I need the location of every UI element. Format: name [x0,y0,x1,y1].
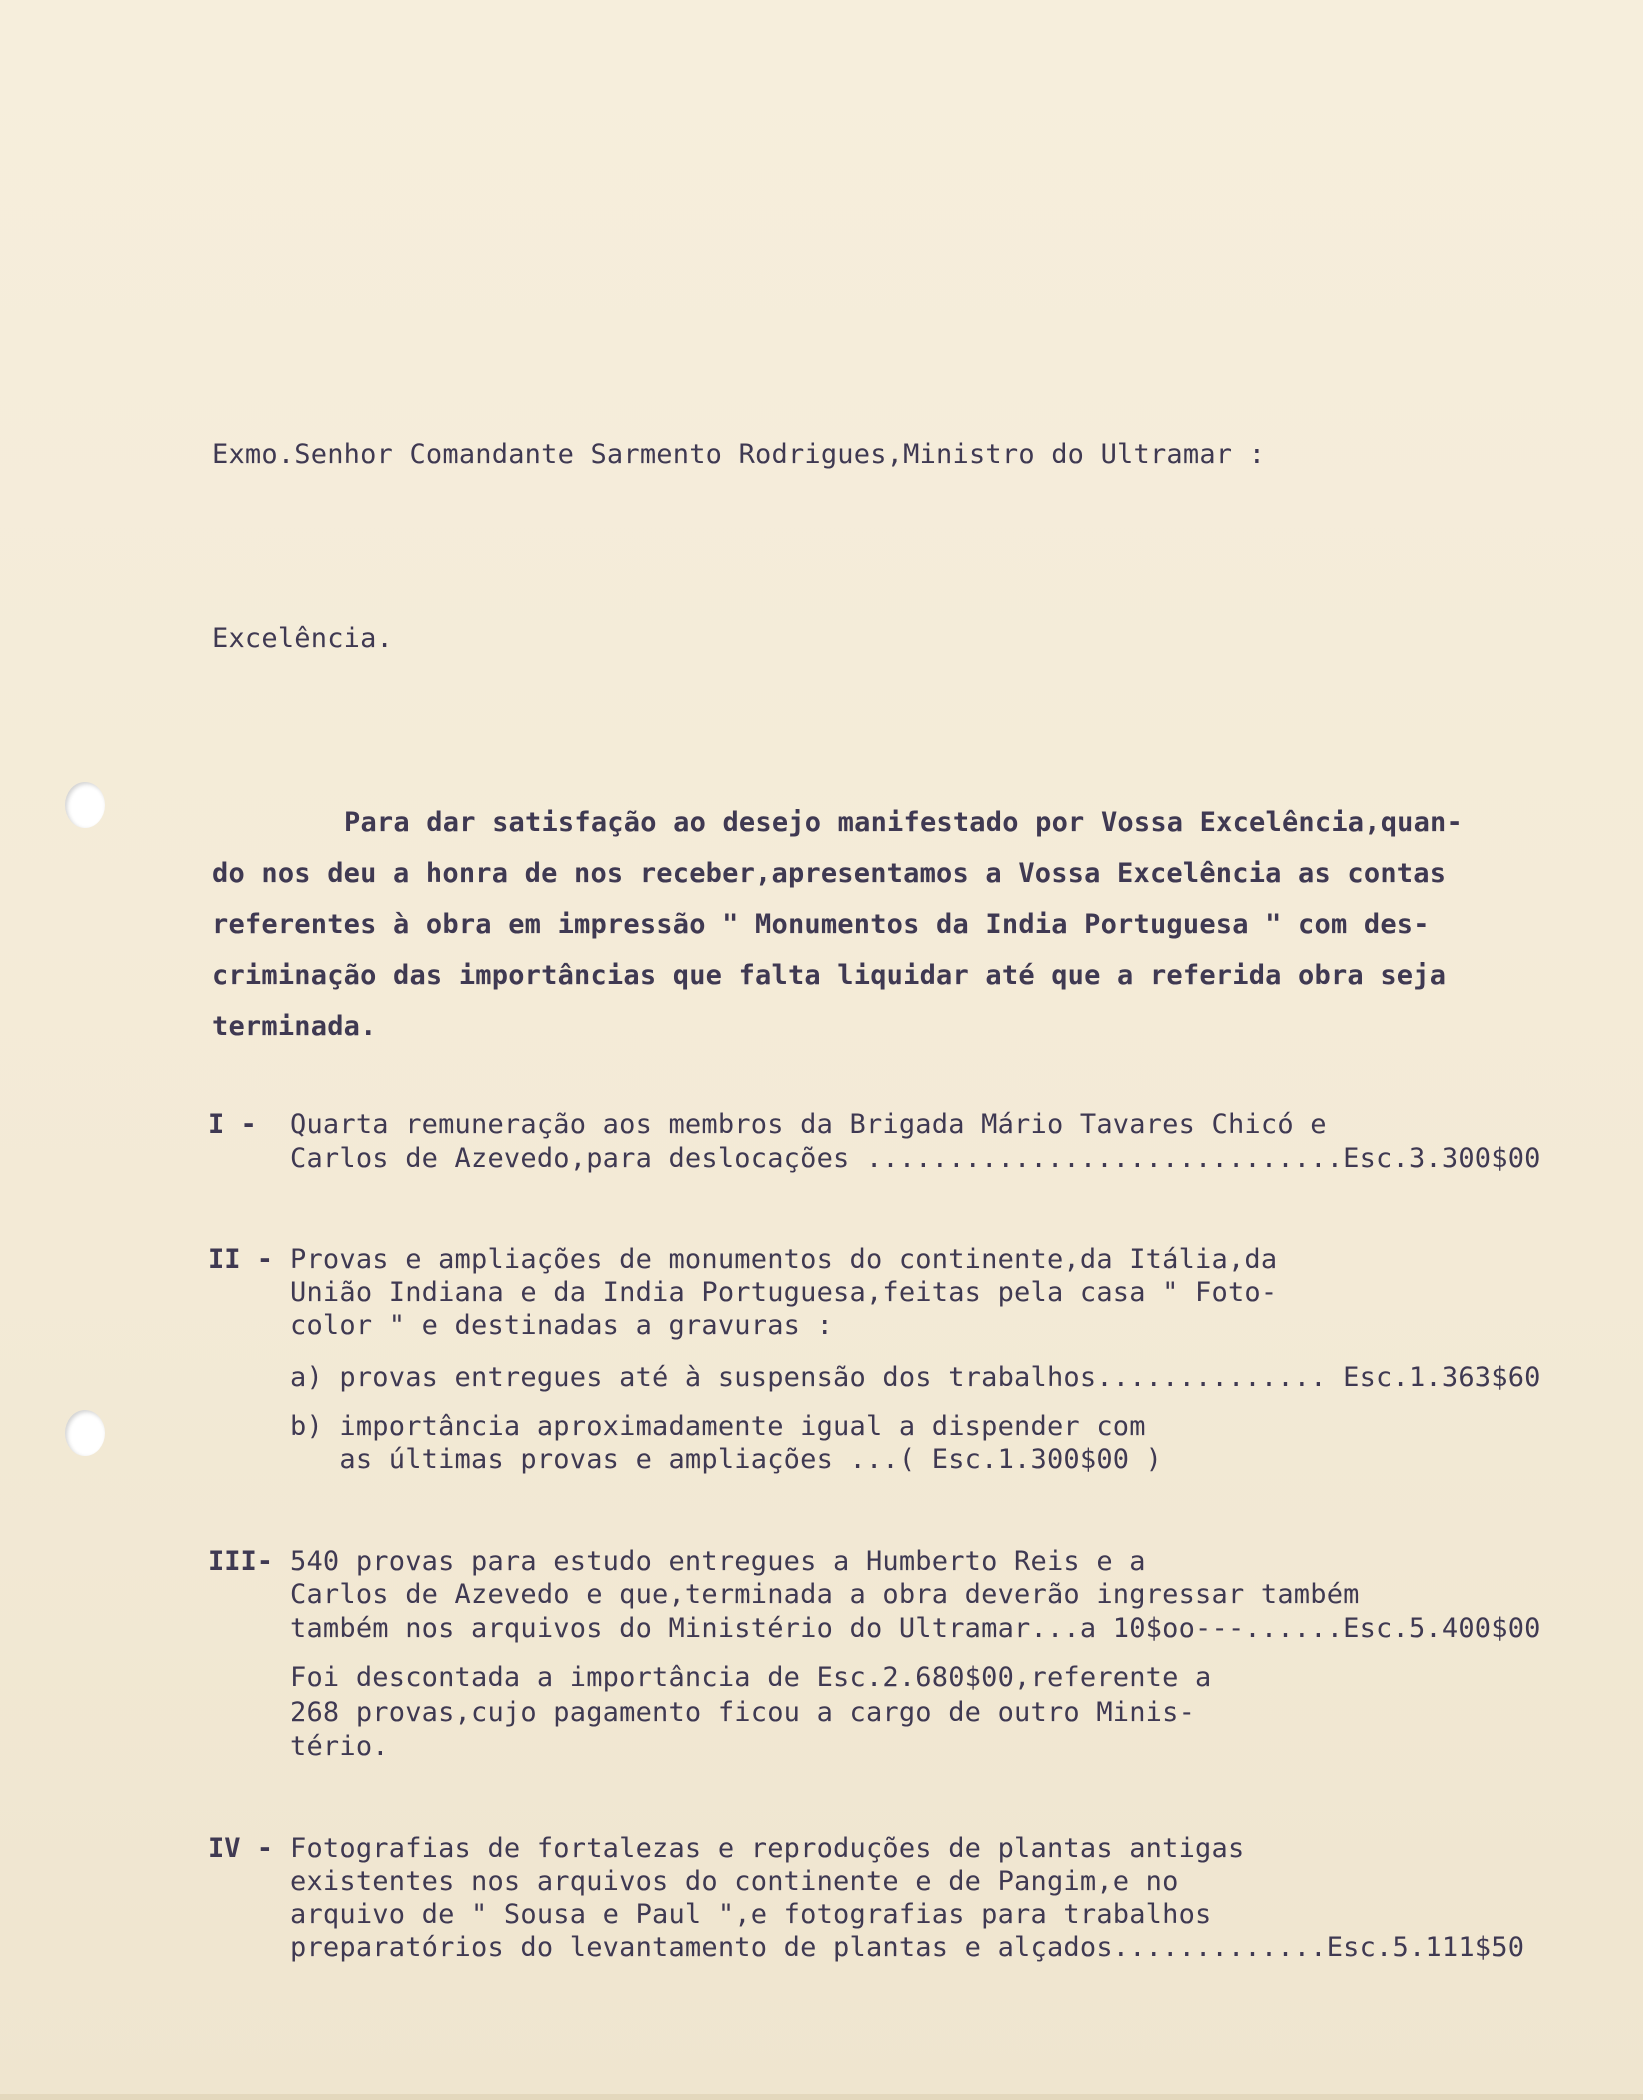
item-numeral: IV - [208,1833,274,1864]
addressee-line: Exmo.Senhor Comandante Sarmento Rodrigues,Ministro do Ultramar : [212,439,1266,470]
intro-line-2: do nos deu a honra de nos receber,apresentamos a Vossa Excelência as contas [212,858,1447,889]
salutation: Excelência. [212,623,394,654]
item-line: União Indiana e da India Portuguesa,feitas pela casa " Foto- [290,1277,1278,1308]
item-line: preparatórios do levantamento de plantas e alçados.............Esc.5.111$50 [290,1932,1525,1963]
note-line: Foi descontada a importância de Esc.2.680$00,referente a [290,1662,1212,1693]
item-numeral: I - [208,1109,257,1140]
item-line: Fotografias de fortalezas e reproduções de plantas antigas [290,1833,1245,1864]
intro-line-4: criminação das importâncias que falta liquidar até que a referida obra seja [212,960,1447,991]
intro-line-5: terminada. [212,1011,377,1042]
intro-line-1: Para dar satisfação ao desejo manifestado por Vossa Excelência,quan- [344,807,1463,838]
punch-hole-top [65,782,105,828]
note-line: tério. [290,1731,389,1762]
sub-item-line: as últimas provas e ampliações ...( Esc.1.300$00 ) [290,1444,1163,1475]
item-line: Quarta remuneração aos membros da Brigada Mário Tavares Chicó e [290,1109,1327,1140]
sub-item-line: a) provas entregues até à suspensão dos trabalhos.............. Esc.1.363$60 [290,1362,1541,1393]
item-numeral: III- [208,1546,274,1577]
item-line: também nos arquivos do Ministério do Ultramar...a 10$oo---......Esc.5.400$00 [290,1613,1541,1644]
item-line: arquivo de " Sousa e Paul ",e fotografias para trabalhos [290,1899,1212,1930]
note-line: 268 provas,cujo pagamento ficou a cargo de outro Minis- [290,1697,1196,1728]
item-line: color " e destinadas a gravuras : [290,1310,834,1341]
sub-item-line: b) importância aproximadamente igual a dispender com [290,1411,1146,1442]
item-line: Carlos de Azevedo,para deslocações .............................Esc.3.300$00 [290,1143,1541,1174]
item-line: 540 provas para estudo entregues a Humberto Reis e a [290,1546,1146,1577]
item-line: existentes nos arquivos do continente e de Pangim,e no [290,1866,1179,1897]
page-bottom-edge [0,2094,1643,2100]
intro-line-3: referentes à obra em impressão " Monumentos da India Portuguesa " com des- [212,909,1430,940]
item-line: Carlos de Azevedo e que,terminada a obra deverão ingressar também [290,1579,1360,1610]
item-numeral: II - [208,1244,274,1275]
item-line: Provas e ampliações de monumentos do continente,da Itália,da [290,1244,1278,1275]
punch-hole-bottom [65,1410,105,1456]
